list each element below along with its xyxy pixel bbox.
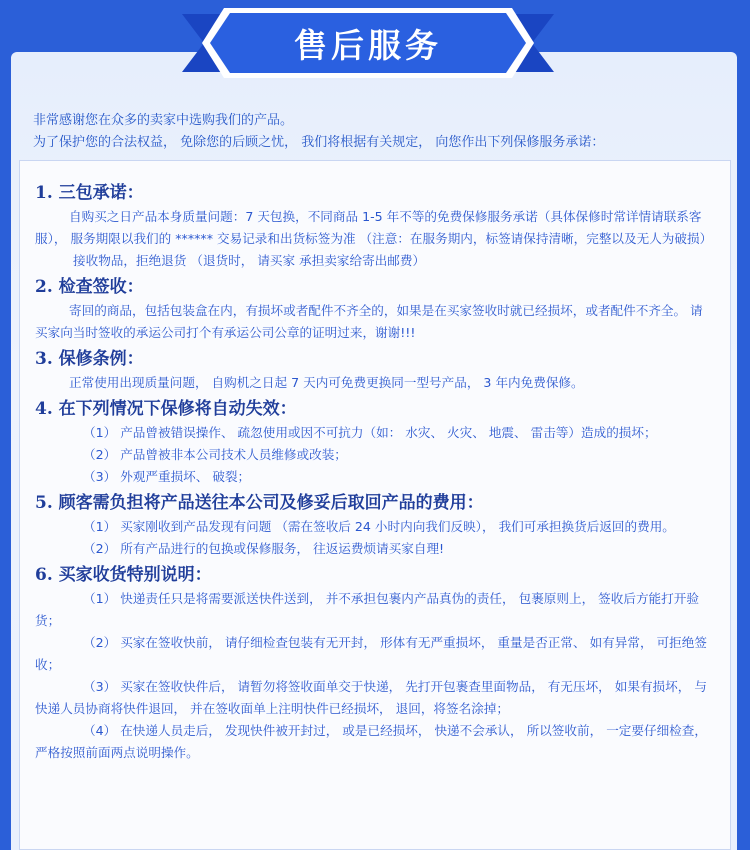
title-banner — [182, 8, 554, 78]
section-paragraph: （1） 快递责任只是将需要派送快件送到， 并不承担包裹内产品真伪的责任， 包裹原则上， 签收后方能打开验货； — [35, 591, 699, 628]
section-paragraph: （2） 买家在签收快前， 请仔细检查包装有无开封， 形体有无严重损坏， 重量是否正常、 如有异常， 可拒绝签收； — [35, 635, 707, 672]
section-paragraph: 寄回的商品，包括包装盒在内，有损坏或者配件不齐全的，如果是在买家签收时就已经损坏，或者配件不齐全。 请买家向当时签收的承运公司打个有承运公司公章的证明过来，谢谢!!! — [35, 303, 703, 340]
intro-text — [33, 110, 723, 154]
section-title: 5. 顾客需负担将产品送往本公司及修妥后取回产品的费用： — [35, 493, 484, 513]
terms-content — [35, 178, 715, 764]
section-paragraph: （3） 买家在签收快件后， 请暂勿将签收面单交于快递， 先打开包裹查里面物品， 有无压坏， 如果有损坏， 与快递人员协商将快件退回， 并在签收面单上注明快件已经损坏， 退回，将签名涂掉； — [35, 679, 707, 716]
section-paragraph: （4） 在快递人员走后， 发现快件被开封过， 或是已经损坏， 快递不会承认， 所以签收前， 一定要仔细检查， 严格按照前面两点说明操作。 — [35, 723, 707, 760]
section-title: 1. 三包承诺： — [35, 183, 144, 203]
section-title: 4. 在下列情况下保修将自动失效： — [35, 399, 297, 419]
section-title: 2. 检查签收： — [35, 277, 144, 297]
section-title: 3. 保修条例： — [35, 349, 144, 369]
section-paragraph: 接收物品，拒绝退货 （退货时， 请买家 承担卖家给寄出邮费） — [73, 253, 426, 268]
section-paragraph: （2） 所有产品进行的包换或保修服务， 往返运费烦请买家自理! — [83, 541, 445, 556]
section-paragraph: （1） 买家刚收到产品发现有问题 （需在签收后 24 小时内向我们反映）， 我们可承担换货后返回的费用。 — [83, 519, 675, 534]
page-title: 售后服务 — [294, 25, 442, 65]
intro-line: 为了保护您的合法权益， 免除您的后顾之忧， 我们将根据有关规定， 向您作出下列保修服务承诺： — [33, 135, 605, 150]
section-paragraph: （3） 外观严重损坏、 破裂； — [83, 469, 251, 484]
section-paragraph: （1） 产品曾被错误操作、 疏忽使用或因不可抗力（如： 水灾、 火灾、 地震、 雷击等）造成的损坏； — [83, 425, 657, 440]
section-paragraph: 自购买之日产品本身质量问题：7 天包换，不同商品 1-5 年不等的免费保修服务承诺（具体保修时常详情请联系客服）， 服务期限以我们的 ****** 交易记录和出货标签为准 （注意：在服务期内，标签请保持清晰，完整以及无人为破损） — [35, 209, 713, 246]
section-title: 6. 买家收货特别说明： — [35, 565, 212, 585]
section-paragraph: （2） 产品曾被非本公司技术人员维修或改装； — [83, 447, 347, 462]
section-paragraph: 正常使用出现质量问题， 自购机之日起 7 天内可免费更换同一型号产品， 3 年内免费保修。 — [69, 375, 584, 390]
intro-line: 非常感谢您在众多的卖家中选购我们的产品。 — [33, 113, 294, 128]
